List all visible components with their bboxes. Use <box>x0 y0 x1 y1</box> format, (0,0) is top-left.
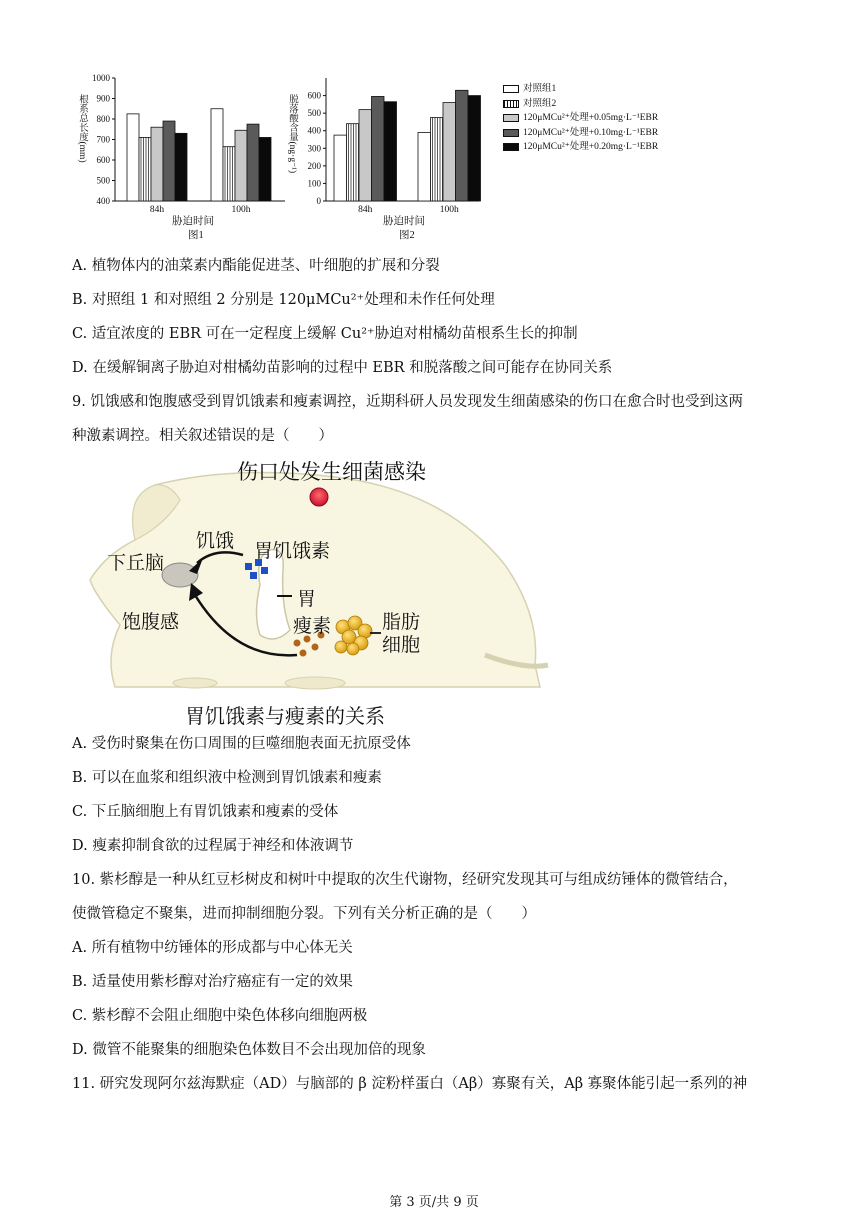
bar <box>359 110 372 201</box>
label-hypothalamus: 下丘脑 <box>107 552 165 574</box>
y-tick-label: 1000 <box>92 73 110 83</box>
legend-label: 120μMCu²⁺处理+0.05mg·L⁻¹EBR <box>523 113 659 123</box>
legend-swatch <box>503 129 519 137</box>
q9-option-b: B. 可以在血浆和组织液中检测到胃饥饿素和瘦素 <box>72 770 382 786</box>
bar <box>127 114 139 201</box>
fig2-xlabel: 胁迫时间 <box>383 216 425 227</box>
y-tick-label: 300 <box>307 143 321 154</box>
bar <box>456 90 469 201</box>
q8-option-b: B. 对照组 1 和对照组 2 分别是 120μMCu²⁺处理和未作任何处理 <box>72 292 495 308</box>
q8-option-a: A. 植物体内的油菜素内酯能促进茎、叶细胞的扩展和分裂 <box>72 258 440 274</box>
bar <box>372 96 385 201</box>
bar <box>151 127 163 201</box>
q10-stem-line1: 10. 紫杉醇是一种从红豆杉树皮和树叶中提取的次生代谢物，经研究发现其可与组成纺锤体的微管结合， <box>72 872 738 888</box>
q9-option-d: D. 瘦素抑制食欲的过程属于神经和体液调节 <box>72 838 354 854</box>
x-tick-label: 100h <box>231 205 251 215</box>
q10-stem-line2: 使微管稳定不聚集，进而抑制细胞分裂。下列有关分析正确的是（ ） <box>72 906 536 922</box>
legend-item <box>503 111 658 126</box>
q10-option-c: C. 紫杉醇不会阻止细胞中染色体移向细胞两极 <box>72 1008 368 1024</box>
q10-option-d: D. 微管不能聚集的细胞染色体数目不会出现加倍的现象 <box>72 1042 426 1058</box>
fig1-caption: 图1 <box>188 230 204 241</box>
q10-option-a: A. 所有植物中纺锤体的形成都与中心体无关 <box>72 940 353 956</box>
bar <box>235 130 247 201</box>
x-tick-label: 100h <box>439 205 459 215</box>
label-fat-cell-1: 脂肪 <box>382 611 421 633</box>
y-tick-label: 900 <box>96 93 110 104</box>
legend-item <box>503 140 658 155</box>
hypothalamus-shape <box>162 563 198 587</box>
y-tick-label: 400 <box>307 125 321 136</box>
y-tick-label: 100 <box>307 178 321 189</box>
label-fat-cell-2: 细胞 <box>382 634 421 656</box>
figure-caption-rat: 胃饥饿素与瘦素的关系 <box>185 704 385 728</box>
label-leptin: 瘦素 <box>293 615 332 637</box>
q8-option-d: D. 在缓解铜离子胁迫对柑橘幼苗影响的过程中 EBR 和脱落酸之间可能存在协同关系 <box>72 360 613 376</box>
fig2-caption: 图2 <box>399 230 415 241</box>
legend-swatch <box>503 85 519 93</box>
page-number: 第 3 页/共 9 页 <box>389 1195 479 1210</box>
y-tick-label: 700 <box>96 134 110 145</box>
legend-label: 120μMCu²⁺处理+0.20mg·L⁻¹EBR <box>523 142 659 152</box>
q9-stem-line2: 种激素调控。相关叙述错误的是（ ） <box>72 428 333 444</box>
q9-stem-line1: 9. 饥饿感和饱腹感受到胃饥饿素和瘦素调控，近期科研人员发现发生细菌感染的伤口在愈合时也受到这两 <box>72 394 743 410</box>
bar <box>211 109 223 201</box>
bar <box>468 96 481 201</box>
bar <box>384 102 397 201</box>
chart-legend <box>503 82 658 155</box>
bar <box>259 137 271 201</box>
x-tick-label: 84h <box>358 205 373 215</box>
bar <box>443 103 456 201</box>
y-tick-label: 0 <box>316 196 321 206</box>
q11-stem-line1: 11. 研究发现阿尔兹海默症（AD）与脑部的 β 淀粉样蛋白（Aβ）寡聚有关，Aβ 寡聚体能引起一系列的神 <box>72 1076 748 1092</box>
x-tick-label: 84h <box>149 205 165 215</box>
bar <box>418 132 431 201</box>
legend-swatch <box>503 143 519 151</box>
legend-item <box>503 97 658 112</box>
y-tick-label: 200 <box>307 160 321 171</box>
wound-dot <box>310 488 328 506</box>
y-tick-label: 500 <box>307 108 321 119</box>
y-tick-label: 400 <box>96 196 110 206</box>
q8-option-c: C. 适宜浓度的 EBR 可在一定程度上缓解 Cu²⁺胁迫对柑橘幼苗根系生长的抑制 <box>72 326 578 342</box>
label-hunger: 饥饿 <box>196 530 235 552</box>
chart-fig1 <box>70 70 295 220</box>
y-tick-label: 600 <box>96 155 110 165</box>
bar <box>334 135 347 201</box>
y-tick-label: 500 <box>96 175 110 186</box>
legend-label: 120μMCu²⁺处理+0.10mg·L⁻¹EBR <box>523 127 659 138</box>
q9-option-a: A. 受伤时聚集在伤口周围的巨噬细胞表面无抗原受体 <box>72 736 411 752</box>
bar <box>247 124 259 201</box>
label-ghrelin: 胃饥饿素 <box>254 540 331 562</box>
fig1-xlabel: 胁迫时间 <box>172 216 214 227</box>
q9-option-c: C. 下丘脑细胞上有胃饥饿素和瘦素的受体 <box>72 804 339 820</box>
legend-swatch <box>503 114 519 122</box>
label-satiety: 饱腹感 <box>122 611 180 633</box>
legend-label: 对照组1 <box>523 84 557 94</box>
bar <box>175 133 187 201</box>
legend-item <box>503 126 658 141</box>
bar <box>163 121 175 201</box>
y-axis-label: 脱落酸含量(ng·g⁻¹) <box>287 94 297 174</box>
label-wound-infection: 伤口处发生细菌感染 <box>237 460 426 484</box>
legend-swatch <box>503 100 519 108</box>
y-tick-label: 800 <box>96 114 110 124</box>
q10-option-b: B. 适量使用紫杉醇对治疗癌症有一定的效果 <box>72 974 353 990</box>
legend-label: 对照组2 <box>523 98 557 109</box>
y-axis-label: 根系总长度(mm) <box>77 94 87 163</box>
label-stomach: 胃 <box>297 588 317 610</box>
chart-fig2 <box>284 70 484 220</box>
y-tick-label: 600 <box>307 90 321 101</box>
legend-item <box>503 82 658 97</box>
